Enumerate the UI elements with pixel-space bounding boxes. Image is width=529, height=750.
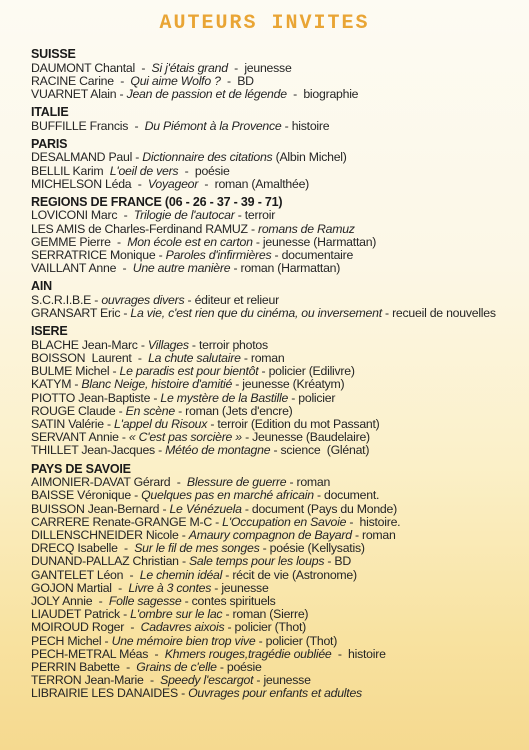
separator: - <box>71 377 82 392</box>
separator: - <box>220 73 238 88</box>
entry-note: récit de vie (Astronome) <box>232 567 357 582</box>
author-name: JOLY Annie <box>31 594 93 608</box>
section-title: ISERE <box>31 324 68 339</box>
author-name: DUNAND-PALLAZ Christian <box>31 554 179 569</box>
author-name: BOISSON Laurent <box>31 351 132 366</box>
section <box>31 48 521 101</box>
section-title: SUISSE <box>31 47 76 61</box>
work-title: Paroles d'infirmières <box>165 248 272 263</box>
section <box>31 463 521 701</box>
separator: - <box>148 646 165 661</box>
separator: - <box>188 337 199 352</box>
separator: - <box>234 208 245 223</box>
separator: - <box>313 488 324 503</box>
author-name: VUARNET Alain <box>31 86 117 101</box>
work-title: L'oeil de vers <box>109 163 179 178</box>
author-name: S.C.R.I.B.E <box>31 292 92 307</box>
separator: - <box>211 514 223 529</box>
separator: - <box>281 118 292 133</box>
entry-note: histoire <box>291 118 330 133</box>
separator: - <box>177 686 189 701</box>
entry-note: terroir <box>244 208 276 223</box>
entry-note: document. <box>324 488 380 503</box>
separator: - <box>131 351 149 366</box>
separator: - <box>109 364 120 379</box>
work-title: Dictionnaire des citations <box>142 150 273 165</box>
separator: - <box>351 527 362 542</box>
entry-note: BD <box>237 73 254 88</box>
entry-note: science (Glénat) <box>280 443 370 458</box>
separator: - <box>123 567 140 582</box>
separator: - <box>124 620 141 635</box>
work-title: Livre à 3 contes <box>128 580 212 595</box>
separator: - <box>116 86 127 101</box>
author-name: DRECQ Isabelle <box>31 541 118 556</box>
author-name: LOVICONI Marc <box>31 208 118 223</box>
separator: - <box>91 292 102 307</box>
author-name: GOJON Martial <box>31 580 112 595</box>
work-title: Grains de c'elle <box>136 660 217 675</box>
entry-note: Jeunesse (Baudelaire) <box>252 430 370 445</box>
work-title: L'ombre sur le lac <box>130 607 223 622</box>
entry-note: roman (Harmattan) <box>240 261 341 276</box>
author-entry <box>31 120 521 133</box>
entry-note: policier (Thot) <box>265 633 338 648</box>
separator: - <box>130 488 142 503</box>
work-title: Le chemin idéal <box>139 567 223 582</box>
work-title: Blessure de guerre <box>186 475 287 490</box>
author-name: BULME Michel <box>31 364 110 379</box>
author-name: MOIROUD Roger <box>31 620 125 635</box>
entry-note: histoire <box>348 646 386 661</box>
work-title: Blanc Neige, histoire d'amitié <box>81 377 233 392</box>
author-name: SERVANT Annie <box>31 430 119 445</box>
separator: - <box>184 292 195 307</box>
separator: - <box>270 443 281 458</box>
separator: - <box>230 261 241 276</box>
separator: - <box>119 607 131 622</box>
separator: - <box>211 580 222 595</box>
work-title: Khmers rouges,tragédie oubliée <box>164 646 332 661</box>
author-name: GEMME Pierre <box>31 234 111 249</box>
work-title: La vie, c'est rien que du cinéma, ou inversement <box>130 306 382 321</box>
work-title: L'Occupation en Savoie <box>222 514 347 529</box>
work-title: Du Piémont à la Provence <box>144 118 282 133</box>
section-title: AIN <box>31 279 52 294</box>
separator: - <box>216 660 227 675</box>
work-title: La chute salutaire <box>148 351 241 366</box>
entry-note: biographie <box>303 86 359 101</box>
separator: - <box>324 554 335 569</box>
separator: - <box>154 443 166 458</box>
work-title: Voyageor <box>147 176 199 191</box>
work-title: Trilogie de l'autocar <box>133 208 235 223</box>
work-title: Villages <box>147 337 189 352</box>
section-title: REGIONS DE FRANCE (06 - 26 - 37 - 39 - 71) <box>31 194 283 209</box>
work-title: Sale temps pour les loups <box>188 554 325 569</box>
author-name: THILLET Jean-Jacques <box>31 443 155 458</box>
separator: - <box>207 417 218 432</box>
work-title: Sur le fil de mes songes <box>134 541 260 556</box>
author-entry <box>31 88 521 101</box>
separator: - <box>255 633 266 648</box>
separator: - <box>155 248 166 263</box>
separator: - <box>240 351 251 366</box>
author-name: VAILLANT Anne <box>31 261 117 276</box>
work-title: Quelques pas en marché africain <box>141 488 314 503</box>
author-name: KATYM <box>31 377 72 392</box>
author-name: PERRIN Babette <box>31 660 120 675</box>
separator: - <box>331 646 349 661</box>
work-title: En scène <box>125 403 175 418</box>
separator: - <box>110 234 128 249</box>
separator: - <box>143 673 161 688</box>
work-title: Speedy l'escargot <box>160 673 254 688</box>
separator: - <box>120 306 131 321</box>
author-name: MICHELSON Léda <box>31 176 132 191</box>
work-title: L'appel du Risoux <box>114 417 208 432</box>
separator: - <box>115 403 126 418</box>
author-entry <box>31 262 521 275</box>
section <box>31 280 521 320</box>
entry-note: roman <box>361 527 396 542</box>
entry-note: jeunesse (Harmattan) <box>262 234 377 249</box>
authors-list <box>31 48 521 706</box>
entry-note: jeunesse <box>221 580 269 595</box>
separator: - <box>224 620 235 635</box>
separator: - <box>132 150 143 165</box>
separator: - <box>258 364 269 379</box>
author-name: BLACHE Jean-Marc <box>31 337 138 352</box>
entry-note: contes spirituels <box>191 594 276 608</box>
separator: - <box>103 417 115 432</box>
separator: - <box>178 554 189 569</box>
separator: - <box>170 475 187 490</box>
author-name: BUFFILLE Francis <box>31 118 129 133</box>
author-name: SERRATRICE Monique <box>31 248 156 263</box>
separator: - <box>222 607 233 622</box>
separator: - <box>178 163 195 178</box>
author-name: ROUGE Claude <box>31 403 116 418</box>
separator: - <box>128 118 145 133</box>
separator: - <box>271 248 282 263</box>
separator: - <box>252 234 263 249</box>
separator: - <box>159 501 170 516</box>
work-title: « C'est pas sorcière » <box>128 430 242 445</box>
separator: - <box>181 594 192 608</box>
entry-note: roman (Amalthée) <box>214 176 310 191</box>
work-title: Si j'étais grand <box>151 60 228 75</box>
section <box>31 106 521 133</box>
entry-note: policier (Edilivre) <box>268 364 355 379</box>
entry-note: document (Pays du Monde) <box>251 501 397 516</box>
entry-note: éditeur et relieur <box>194 292 279 307</box>
author-entry <box>31 687 521 700</box>
author-name: LES AMIS de Charles-Ferdinand RAMUZ <box>31 221 248 236</box>
page-title: AUTEURS INVITES <box>159 12 370 35</box>
work-title: Cadavres aixois <box>140 620 225 635</box>
author-name: AIMONIER-DAVAT Gérard <box>31 475 171 490</box>
separator: - <box>117 208 134 223</box>
separator: - <box>178 527 189 542</box>
work-title: Le paradis est pour bientôt <box>119 364 259 379</box>
entry-note: recueil de nouvelles <box>392 306 496 321</box>
author-name: GANTELET Léon <box>31 567 124 582</box>
author-entry <box>31 444 521 457</box>
entry-note: documentaire <box>281 248 354 263</box>
work-title: romans de Ramuz <box>257 221 355 236</box>
author-entry <box>31 178 521 191</box>
separator: - <box>241 430 253 445</box>
entry-note: terroir (Edition du mot Passant) <box>217 417 380 432</box>
separator: - <box>259 541 270 556</box>
author-name: PIOTTO Jean-Baptiste <box>31 390 151 405</box>
separator: - <box>253 673 264 688</box>
author-name: LIBRAIRIE LES DANAIDES <box>31 686 178 701</box>
entry-note: (Albin Michel) <box>275 150 347 165</box>
author-name: RACINE Carine <box>31 73 114 88</box>
separator: - <box>101 633 112 648</box>
entry-note: BD <box>334 554 351 569</box>
entry-note: jeunesse (Kréatym) <box>242 377 345 392</box>
separator: - <box>92 594 109 608</box>
work-title: Une mémoire bien trop vive <box>111 633 256 648</box>
author-entry <box>31 307 521 320</box>
separator: - <box>222 567 233 582</box>
entry-note: roman <box>296 475 331 490</box>
section-title: PARIS <box>31 136 68 151</box>
work-title: Qui aime Wolfo ? <box>130 73 221 88</box>
entry-note: jeunesse <box>263 673 311 688</box>
separator: - <box>286 86 304 101</box>
separator: - <box>286 475 297 490</box>
separator: - <box>137 337 148 352</box>
author-name: BUISSON Jean-Bernard <box>31 501 160 516</box>
entry-note: poésie <box>226 660 262 675</box>
section-title: PAYS DE SAVOIE <box>31 461 131 476</box>
author-name: GRANSART Eric <box>31 306 121 321</box>
entry-note: terroir photos <box>198 337 268 352</box>
separator: - <box>117 541 135 556</box>
separator: - <box>247 221 258 236</box>
separator: - <box>346 514 357 529</box>
work-title: Folle sagesse <box>108 594 182 608</box>
separator: - <box>174 403 186 418</box>
author-name: PECH-METRAL Méas <box>31 646 149 661</box>
work-title: Amaury compagnon de Bayard <box>188 527 352 542</box>
author-name: BAISSE Véronique <box>31 488 131 503</box>
entry-note: roman <box>250 351 285 366</box>
separator: - <box>119 660 137 675</box>
separator: - <box>241 501 252 516</box>
author-name: DAUMONT Chantal <box>31 60 135 75</box>
separator: - <box>381 306 393 321</box>
work-title: Le Vénézuela <box>169 501 242 516</box>
work-title: Jean de passion et de légende <box>126 86 287 101</box>
author-name: DESALMAND Paul <box>31 150 133 165</box>
work-title: Ouvrages pour enfants et adultes <box>188 686 362 701</box>
entry-note: poésie (Kellysatis) <box>269 541 365 556</box>
author-name: SATIN Valérie <box>31 417 104 432</box>
entry-note: histoire. <box>356 514 401 529</box>
entry-note: poésie <box>194 163 230 178</box>
separator: - <box>116 261 133 276</box>
section <box>31 325 521 457</box>
separator: - <box>111 580 129 595</box>
author-name: DILLENSCHNEIDER Nicole <box>31 527 179 542</box>
work-title: ouvrages divers <box>101 292 185 307</box>
work-title: Météo de montagne <box>165 443 271 458</box>
separator: - <box>288 390 299 405</box>
work-title: Le mystère de la Bastille <box>160 390 289 405</box>
section <box>31 196 521 276</box>
separator: - <box>131 176 148 191</box>
author-name: BELLIL Karim <box>31 163 104 178</box>
work-title: Mon école est en carton <box>127 234 253 249</box>
author-name: CARRERE Renate-GRANGE M-C <box>31 514 212 529</box>
separator: - <box>150 390 161 405</box>
separator: - <box>118 430 129 445</box>
entry-note: policier (Thot) <box>234 620 306 635</box>
author-name: PECH Michel <box>31 633 102 648</box>
entry-note: jeunesse <box>244 60 292 75</box>
separator: - <box>135 60 152 75</box>
section-title: ITALIE <box>31 105 69 120</box>
author-name: TERRON Jean-Marie <box>31 673 144 688</box>
section <box>31 138 521 191</box>
work-title: Une autre manière <box>132 261 231 276</box>
entry-note: roman (Sierre) <box>232 607 309 622</box>
separator: - <box>198 176 215 191</box>
separator: - <box>232 377 243 392</box>
entry-note: policier <box>298 390 336 405</box>
entry-note: roman (Jets d'encre) <box>185 403 293 418</box>
author-name: LIAUDET Patrick <box>31 607 120 622</box>
separator: - <box>113 73 131 88</box>
separator: - <box>227 60 245 75</box>
